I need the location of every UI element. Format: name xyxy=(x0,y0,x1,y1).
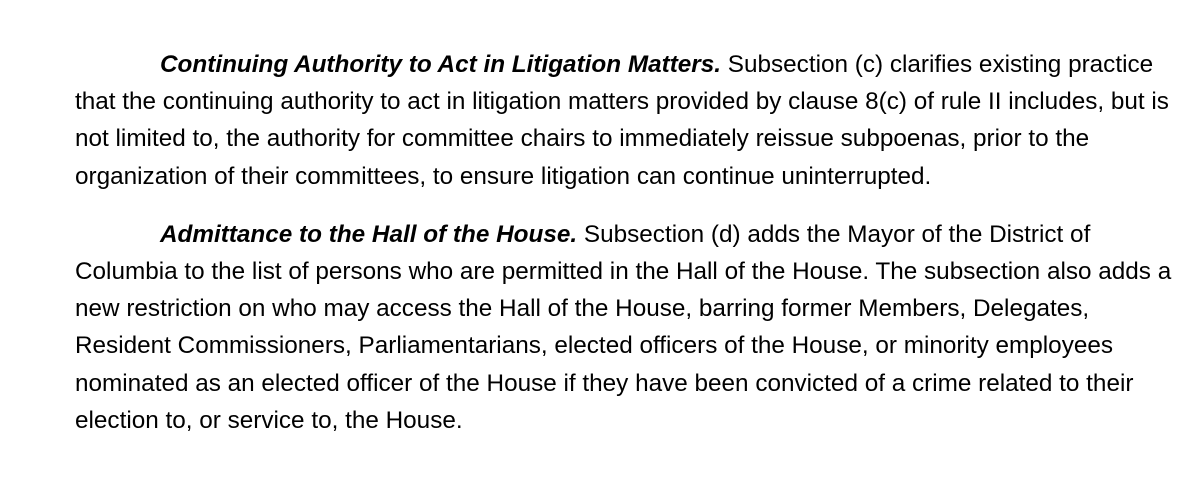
paragraph-hall-admittance xyxy=(75,216,1185,439)
document-page xyxy=(75,46,1185,439)
section-heading: Admittance to the Hall of the House. xyxy=(160,220,578,248)
paragraph-litigation-authority xyxy=(75,46,1185,195)
section-body: Subsection (c) clarifies existing practice that the continuing authority to act in litigation matters provided by clause 8(c) of rule II includes, but is not limited to, the authority for committee chairs to immediately reissue subpoenas, prior to the organization of their committees, to ensure litigation can continue uninterrupted. xyxy=(75,51,1169,190)
section-body: Subsection (d) adds the Mayor of the District of Columbia to the list of persons who are permitted in the Hall of the House. The subsection also adds a new restriction on who may access the Hall of the House, barring former Members, Delegates, Resident Commissioners, Parliamentarians, elected officers of the House, or minority employees nominated as an elected officer of the House if they have been convicted of a crime related to their election to, or service to, the House. xyxy=(75,220,1172,434)
section-heading: Continuing Authority to Act in Litigation Matters. xyxy=(160,51,722,78)
